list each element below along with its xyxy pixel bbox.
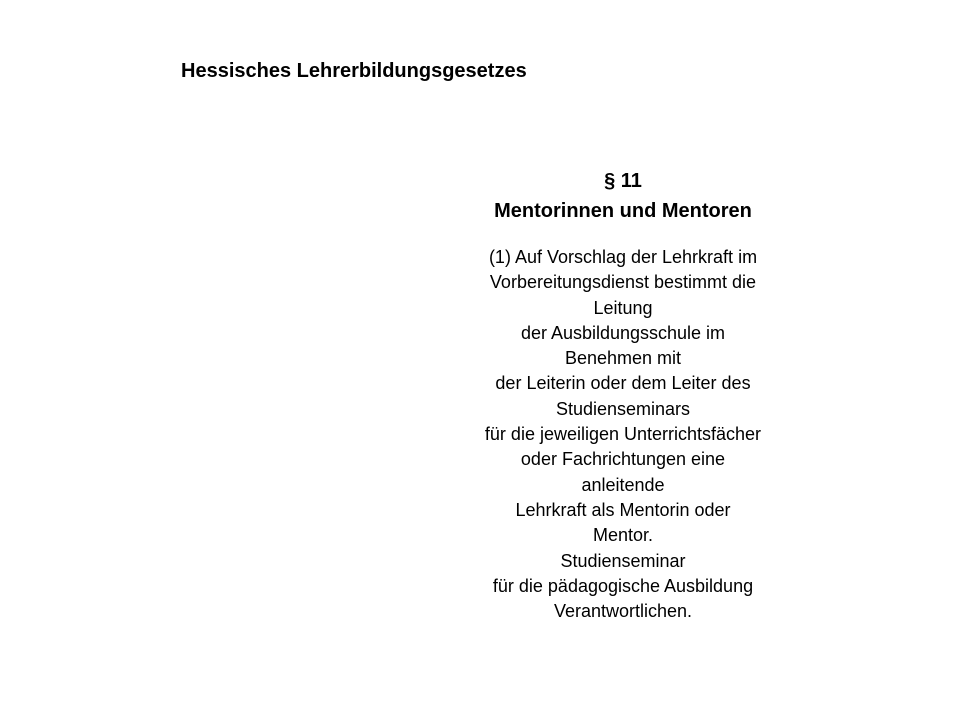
body-line: Lehrkraft als Mentorin oder bbox=[515, 499, 731, 520]
section-body-paragraph bbox=[445, 245, 801, 624]
body-line: oder Fachrichtungen eine bbox=[520, 449, 726, 470]
body-line: Leitung bbox=[593, 297, 653, 318]
body-line: Studienseminar bbox=[560, 550, 686, 571]
section-11 bbox=[445, 166, 801, 624]
body-line: (1) Auf Vorschlag der Lehrkraft im bbox=[488, 247, 758, 267]
body-line: Studienseminars bbox=[555, 398, 691, 419]
body-line: Vorbereitungsdienst bestimmt die bbox=[489, 272, 757, 293]
body-line: der Ausbildungsschule im bbox=[520, 322, 726, 343]
section-number: § 11 bbox=[604, 170, 642, 192]
body-line: für die pädagogische Ausbildung bbox=[492, 575, 754, 596]
section-heading: Mentorinnen und Mentoren bbox=[494, 200, 752, 222]
body-line: Benehmen mit bbox=[564, 348, 682, 369]
body-line: Verantwortlichen. bbox=[553, 601, 693, 622]
body-line: Mentor. bbox=[592, 525, 654, 546]
document-title: Hessisches Lehrerbildungsgesetzes bbox=[181, 60, 527, 82]
body-line: der Leiterin oder dem Leiter des bbox=[495, 373, 751, 394]
body-line: anleitende bbox=[581, 474, 665, 495]
body-line: für die jeweiligen Unterrichtsfächer bbox=[484, 424, 762, 445]
